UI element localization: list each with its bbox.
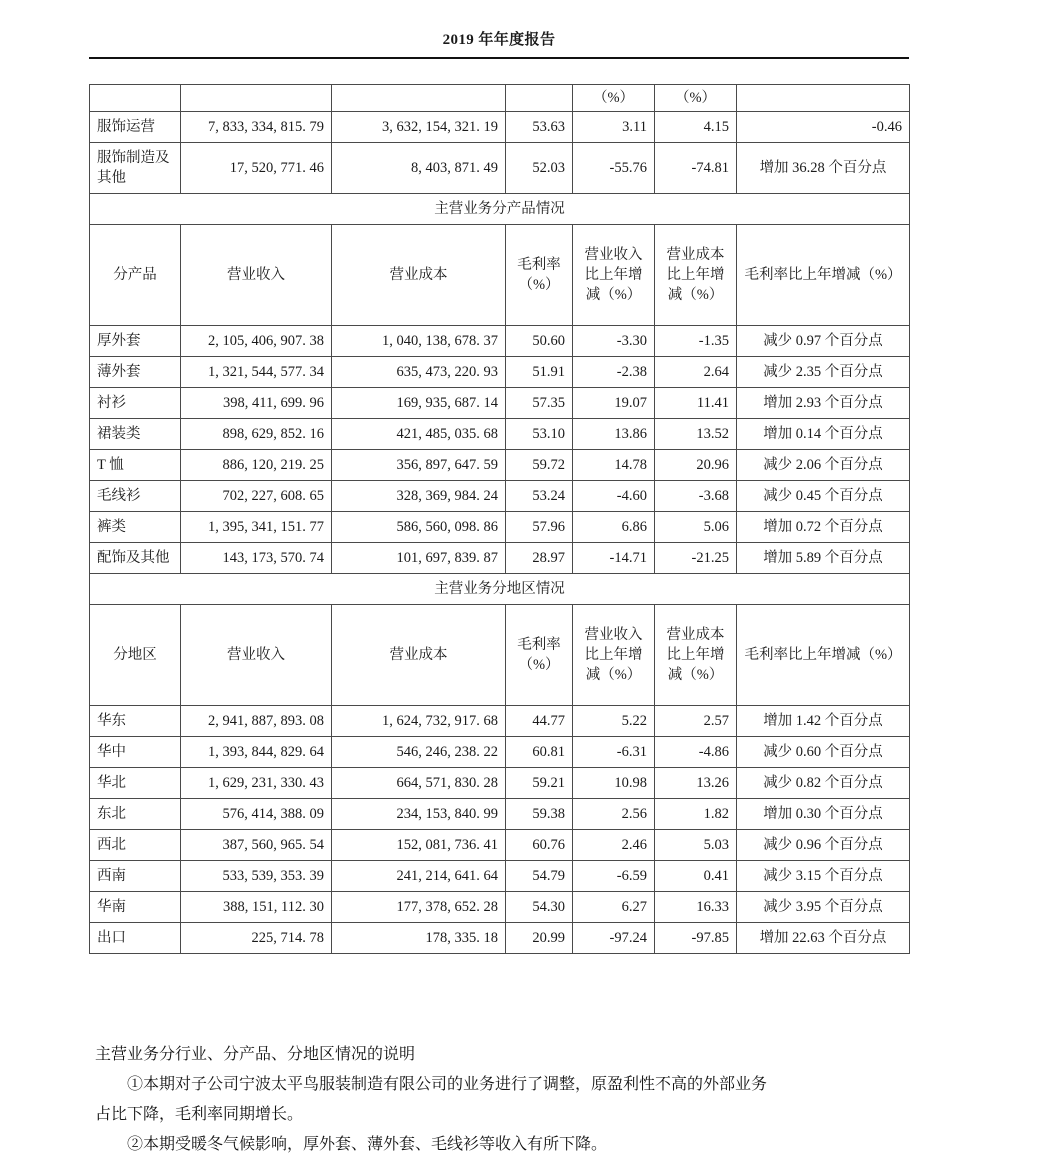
region-row-name: 华南: [90, 892, 181, 923]
region-row-margin: 54.79: [506, 861, 573, 892]
industry-row-cost-yoy: -74.81: [655, 143, 737, 194]
product-row-revenue-yoy: -4.60: [573, 481, 655, 512]
product-row-margin: 57.35: [506, 388, 573, 419]
region-row-revenue-yoy: 2.46: [573, 830, 655, 861]
region-row-name: 华中: [90, 737, 181, 768]
region-row-cost: 1, 624, 732, 917. 68: [332, 706, 506, 737]
table-row: [90, 861, 910, 892]
region-header-revenue: 营业收入: [181, 605, 332, 706]
region-row-margin-yoy: 增加 1.42 个百分点: [737, 706, 910, 737]
industry-row-cost-yoy: 4.15: [655, 112, 737, 143]
note-item-1: [95, 1070, 925, 1100]
region-header-margin-yoy: 毛利率比上年增减（%）: [737, 605, 910, 706]
region-row-cost-yoy: 16.33: [655, 892, 737, 923]
table-row: [90, 706, 910, 737]
region-row-margin: 44.77: [506, 706, 573, 737]
product-row-revenue-yoy: 19.07: [573, 388, 655, 419]
product-row-cost-yoy: 20.96: [655, 450, 737, 481]
product-row-name: 厚外套: [90, 326, 181, 357]
header-cell-blank-0: [90, 85, 181, 112]
product-row-margin: 53.24: [506, 481, 573, 512]
region-row-revenue: 387, 560, 965. 54: [181, 830, 332, 861]
region-row-cost: 178, 335. 18: [332, 923, 506, 954]
region-row-name: 东北: [90, 799, 181, 830]
product-row-revenue-yoy: -3.30: [573, 326, 655, 357]
region-row-margin-yoy: 减少 3.95 个百分点: [737, 892, 910, 923]
page-header: [89, 30, 909, 50]
region-row-cost-yoy: 1.82: [655, 799, 737, 830]
header-pct-cost-yoy: （%）: [655, 85, 737, 112]
table-row: [90, 481, 910, 512]
product-row-cost-yoy: -3.68: [655, 481, 737, 512]
region-row-cost-yoy: -4.86: [655, 737, 737, 768]
region-header-row: [90, 605, 910, 706]
region-row-margin: 54.30: [506, 892, 573, 923]
product-row-cost-yoy: 13.52: [655, 419, 737, 450]
product-section-title: 主营业务分产品情况: [90, 194, 910, 225]
industry-row-revenue-yoy: -55.76: [573, 143, 655, 194]
product-row-cost-yoy: 5.06: [655, 512, 737, 543]
product-row-margin: 59.72: [506, 450, 573, 481]
region-row-cost-yoy: -97.85: [655, 923, 737, 954]
region-row-revenue: 225, 714. 78: [181, 923, 332, 954]
product-row-revenue-yoy: 6.86: [573, 512, 655, 543]
product-row-margin-yoy: 增加 0.72 个百分点: [737, 512, 910, 543]
region-row-cost: 177, 378, 652. 28: [332, 892, 506, 923]
product-section-title-row: [90, 194, 910, 225]
header-pct-revenue-yoy: （%）: [573, 85, 655, 112]
table-row: [90, 768, 910, 799]
region-row-cost-yoy: 5.03: [655, 830, 737, 861]
product-row-cost: 1, 040, 138, 678. 37: [332, 326, 506, 357]
product-row-name: 薄外套: [90, 357, 181, 388]
industry-row-cost: 3, 632, 154, 321. 19: [332, 112, 506, 143]
table-row: [90, 892, 910, 923]
table-row: [90, 512, 910, 543]
region-row-cost: 241, 214, 641. 64: [332, 861, 506, 892]
table-row: [90, 326, 910, 357]
region-row-revenue: 2, 941, 887, 893. 08: [181, 706, 332, 737]
table-row: [90, 419, 910, 450]
product-row-revenue: 898, 629, 852. 16: [181, 419, 332, 450]
product-row-name: 配饰及其他: [90, 543, 181, 574]
region-row-margin-yoy: 减少 3.15 个百分点: [737, 861, 910, 892]
region-row-margin-yoy: 减少 0.82 个百分点: [737, 768, 910, 799]
region-row-revenue: 388, 151, 112. 30: [181, 892, 332, 923]
header-cell-blank-2: [332, 85, 506, 112]
product-row-margin-yoy: 减少 2.06 个百分点: [737, 450, 910, 481]
industry-row-name: 服饰制造及其他: [90, 143, 181, 194]
region-row-cost-yoy: 2.57: [655, 706, 737, 737]
product-row-revenue: 1, 321, 544, 577. 34: [181, 357, 332, 388]
product-header-name: 分产品: [90, 225, 181, 326]
product-row-margin-yoy: 减少 2.35 个百分点: [737, 357, 910, 388]
product-row-revenue: 143, 173, 570. 74: [181, 543, 332, 574]
region-row-name: 西南: [90, 861, 181, 892]
region-row-revenue: 576, 414, 388. 09: [181, 799, 332, 830]
table-row: [90, 737, 910, 768]
header-cell-blank-1: [181, 85, 332, 112]
region-header-cost-yoy: 营业成本比上年增减（%）: [655, 605, 737, 706]
region-row-revenue: 1, 629, 231, 330. 43: [181, 768, 332, 799]
industry-row-revenue-yoy: 3.11: [573, 112, 655, 143]
product-row-margin-yoy: 增加 0.14 个百分点: [737, 419, 910, 450]
region-row-cost: 234, 153, 840. 99: [332, 799, 506, 830]
region-row-name: 西北: [90, 830, 181, 861]
region-header-rev-yoy: 营业收入比上年增减（%）: [573, 605, 655, 706]
region-row-revenue-yoy: 2.56: [573, 799, 655, 830]
product-row-cost: 328, 369, 984. 24: [332, 481, 506, 512]
product-row-cost-yoy: -1.35: [655, 326, 737, 357]
main-business-table: [89, 84, 910, 954]
table-row: [90, 388, 910, 419]
region-header-name: 分地区: [90, 605, 181, 706]
product-row-margin-yoy: 减少 0.97 个百分点: [737, 326, 910, 357]
table-row: [90, 357, 910, 388]
product-row-cost: 101, 697, 839. 87: [332, 543, 506, 574]
region-row-cost: 546, 246, 238. 22: [332, 737, 506, 768]
header-divider: [89, 57, 909, 59]
product-header-revenue: 营业收入: [181, 225, 332, 326]
industry-row-margin-yoy: 增加 36.28 个百分点: [737, 143, 910, 194]
region-row-margin: 59.21: [506, 768, 573, 799]
product-row-margin: 57.96: [506, 512, 573, 543]
product-row-cost: 356, 897, 647. 59: [332, 450, 506, 481]
industry-row-revenue: 17, 520, 771. 46: [181, 143, 332, 194]
table-row: [90, 799, 910, 830]
table-row: [90, 450, 910, 481]
product-header-rev-yoy: 营业收入比上年增减（%）: [573, 225, 655, 326]
region-row-revenue-yoy: -6.31: [573, 737, 655, 768]
product-row-revenue-yoy: -2.38: [573, 357, 655, 388]
note-item-1-text: ①本期对子公司宁波太平鸟服装制造有限公司的业务进行了调整，原盈利性不高的外部业务: [127, 1076, 768, 1093]
table-row: [90, 143, 910, 194]
header-cell-blank-3: [506, 85, 573, 112]
region-row-margin-yoy: 增加 22.63 个百分点: [737, 923, 910, 954]
product-row-cost: 169, 935, 687. 14: [332, 388, 506, 419]
region-row-margin: 59.38: [506, 799, 573, 830]
region-row-revenue-yoy: 5.22: [573, 706, 655, 737]
industry-row-revenue: 7, 833, 334, 815. 79: [181, 112, 332, 143]
product-row-margin-yoy: 增加 2.93 个百分点: [737, 388, 910, 419]
region-row-revenue-yoy: 10.98: [573, 768, 655, 799]
product-row-margin: 51.91: [506, 357, 573, 388]
product-row-revenue: 1, 395, 341, 151. 77: [181, 512, 332, 543]
continued-header-row: [90, 85, 910, 112]
product-row-revenue: 398, 411, 699. 96: [181, 388, 332, 419]
product-header-row: [90, 225, 910, 326]
region-header-margin: 毛利率（%）: [506, 605, 573, 706]
region-row-margin-yoy: 增加 0.30 个百分点: [737, 799, 910, 830]
table-row: [90, 830, 910, 861]
region-row-margin-yoy: 减少 0.96 个百分点: [737, 830, 910, 861]
product-row-cost-yoy: 11.41: [655, 388, 737, 419]
product-header-margin: 毛利率（%）: [506, 225, 573, 326]
region-row-revenue-yoy: -6.59: [573, 861, 655, 892]
region-row-margin-yoy: 减少 0.60 个百分点: [737, 737, 910, 768]
product-row-revenue-yoy: 14.78: [573, 450, 655, 481]
product-row-margin: 50.60: [506, 326, 573, 357]
table-row: [90, 543, 910, 574]
note-item-2: ②本期受暖冬气候影响，厚外套、薄外套、毛线衫等收入有所下降。: [127, 1136, 608, 1153]
product-row-cost: 421, 485, 035. 68: [332, 419, 506, 450]
region-row-revenue-yoy: 6.27: [573, 892, 655, 923]
notes-heading: 主营业务分行业、分产品、分地区情况的说明: [95, 1046, 416, 1063]
region-row-revenue-yoy: -97.24: [573, 923, 655, 954]
region-row-revenue: 533, 539, 353. 39: [181, 861, 332, 892]
industry-row-margin: 52.03: [506, 143, 573, 194]
header-cell-blank-6: [737, 85, 910, 112]
table-row: [90, 112, 910, 143]
table-row: [90, 923, 910, 954]
region-row-margin: 60.81: [506, 737, 573, 768]
product-row-cost-yoy: 2.64: [655, 357, 737, 388]
notes-block: [95, 1040, 925, 1160]
region-row-cost: 152, 081, 736. 41: [332, 830, 506, 861]
product-row-name: 毛线衫: [90, 481, 181, 512]
product-header-cost: 营业成本: [332, 225, 506, 326]
region-row-name: 出口: [90, 923, 181, 954]
product-row-margin-yoy: 减少 0.45 个百分点: [737, 481, 910, 512]
product-row-revenue: 2, 105, 406, 907. 38: [181, 326, 332, 357]
industry-row-name: 服饰运营: [90, 112, 181, 143]
product-row-name: 裙装类: [90, 419, 181, 450]
region-row-cost-yoy: 13.26: [655, 768, 737, 799]
product-row-revenue: 702, 227, 608. 65: [181, 481, 332, 512]
industry-row-margin: 53.63: [506, 112, 573, 143]
region-section-title: 主营业务分地区情况: [90, 574, 910, 605]
industry-row-margin-yoy: -0.46: [737, 112, 910, 143]
product-row-revenue-yoy: -14.71: [573, 543, 655, 574]
region-row-margin: 20.99: [506, 923, 573, 954]
product-row-cost: 586, 560, 098. 86: [332, 512, 506, 543]
region-row-revenue: 1, 393, 844, 829. 64: [181, 737, 332, 768]
product-row-name: T 恤: [90, 450, 181, 481]
product-row-margin: 28.97: [506, 543, 573, 574]
note-item-1-cont: 占比下降，毛利率同期增长。: [95, 1106, 304, 1123]
product-row-cost-yoy: -21.25: [655, 543, 737, 574]
product-row-revenue-yoy: 13.86: [573, 419, 655, 450]
product-header-cost-yoy: 营业成本比上年增减（%）: [655, 225, 737, 326]
product-row-margin-yoy: 增加 5.89 个百分点: [737, 543, 910, 574]
region-row-cost-yoy: 0.41: [655, 861, 737, 892]
product-row-margin: 53.10: [506, 419, 573, 450]
region-row-cost: 664, 571, 830. 28: [332, 768, 506, 799]
region-row-name: 华北: [90, 768, 181, 799]
page-title: 2019 年年度报告: [442, 32, 556, 48]
product-row-revenue: 886, 120, 219. 25: [181, 450, 332, 481]
region-row-margin: 60.76: [506, 830, 573, 861]
region-header-cost: 营业成本: [332, 605, 506, 706]
region-section-title-row: [90, 574, 910, 605]
product-header-margin-yoy: 毛利率比上年增减（%）: [737, 225, 910, 326]
product-row-cost: 635, 473, 220. 93: [332, 357, 506, 388]
region-row-name: 华东: [90, 706, 181, 737]
industry-row-cost: 8, 403, 871. 49: [332, 143, 506, 194]
product-row-name: 衬衫: [90, 388, 181, 419]
product-row-name: 裤类: [90, 512, 181, 543]
